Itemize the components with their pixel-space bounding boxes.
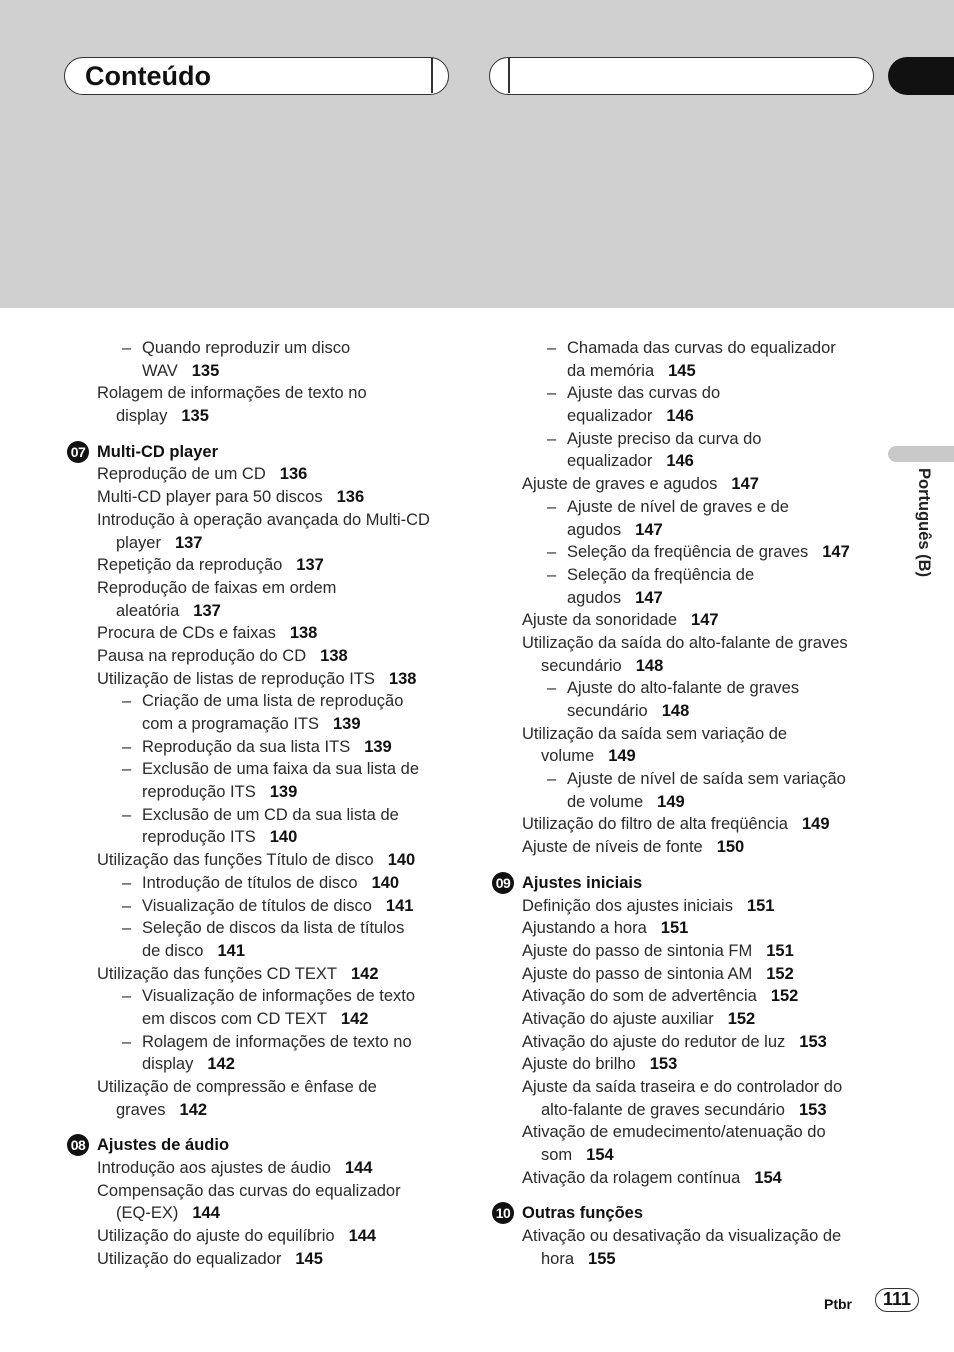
toc-entry — [64, 1225, 464, 1248]
toc-right-column — [489, 337, 889, 1271]
toc-entry — [489, 836, 889, 859]
toc-page-number: 146 — [666, 407, 694, 426]
toc-page-number: 147 — [691, 611, 719, 630]
toc-entry — [64, 668, 464, 691]
dash-marker: – — [122, 896, 132, 915]
toc-entry — [64, 1248, 464, 1271]
toc-entry-text: equalizador — [567, 407, 653, 426]
toc-entry — [489, 1144, 889, 1167]
toc-entry-text: Definição dos ajustes iniciais — [522, 896, 733, 915]
toc-entry-text: Ajuste de nível de saída sem variação — [567, 770, 846, 789]
toc-page-number: 136 — [279, 465, 308, 484]
toc-entry — [64, 532, 464, 555]
toc-page-number: 149 — [657, 792, 685, 811]
toc-entry — [64, 963, 464, 986]
dash-marker: – — [547, 339, 557, 357]
toc-page-number: 135 — [181, 407, 209, 426]
toc-entry-text: som — [541, 1146, 573, 1165]
toc-entry-text: display — [142, 1055, 194, 1074]
dash-marker: – — [547, 770, 557, 789]
toc-page-number: 139 — [364, 737, 392, 756]
toc-entry — [64, 826, 464, 849]
toc-entry-text: Rolagem de informações de texto no — [97, 384, 367, 403]
dash-marker: – — [122, 805, 132, 824]
toc-page-number: 138 — [320, 646, 348, 665]
toc-entry — [64, 645, 464, 668]
toc-page-number: 146 — [666, 452, 694, 471]
toc-entry-text: Compensação das curvas do equalizador — [97, 1181, 401, 1200]
toc-entry-text: Reprodução de um CD — [97, 465, 266, 484]
toc-entry-text: Ativação de emudecimento/atenuação do — [522, 1123, 826, 1142]
toc-entry — [489, 337, 889, 360]
toc-entry-text: em discos com CD TEXT — [142, 1009, 327, 1028]
toc-entry — [64, 337, 464, 360]
section-heading-text: Ajustes de áudio — [97, 1136, 230, 1155]
toc-entry-text: Ajuste do passo de sintonia AM — [522, 964, 753, 983]
toc-entry — [489, 813, 889, 836]
toc-entry — [489, 473, 889, 496]
toc-entry — [489, 405, 889, 428]
dash-marker: – — [122, 987, 132, 1006]
dash-marker: – — [547, 565, 557, 584]
footer-language: Ptbr — [824, 1296, 852, 1312]
toc-page-number: 144 — [348, 1227, 377, 1246]
toc-entry — [489, 360, 889, 383]
page-title: Conteúdo — [85, 61, 211, 91]
toc-page-number: 136 — [336, 488, 365, 507]
toc-entry-text: Ajuste do passo de sintonia FM — [522, 941, 753, 960]
toc-entry — [64, 600, 464, 623]
toc-entry-text: Seleção da freqüência de — [567, 565, 755, 584]
toc-entry — [64, 360, 464, 383]
toc-entry-text: Ativação do ajuste do redutor de luz — [522, 1032, 786, 1051]
header-band — [0, 0, 954, 308]
toc-page-number: 155 — [588, 1249, 616, 1268]
toc-page-number: 142 — [179, 1100, 208, 1119]
toc-page-number: 137 — [296, 556, 324, 575]
dash-marker: – — [122, 760, 132, 779]
toc-entry-text: Ajuste de graves e agudos — [522, 475, 718, 494]
toc-entry-text: Ajuste do brilho — [522, 1055, 636, 1074]
toc-entry — [64, 1157, 464, 1180]
toc-entry — [64, 622, 464, 645]
toc-entry — [489, 564, 889, 587]
toc-entry-text: Multi-CD player para 50 discos — [97, 488, 323, 507]
toc-entry-text: display — [116, 407, 168, 426]
dash-marker: – — [122, 1032, 132, 1051]
toc-entry — [64, 849, 464, 872]
toc-entry — [489, 895, 889, 918]
toc-page-number: 153 — [649, 1055, 678, 1074]
toc-entry-text: Utilização de compressão e ênfase de — [97, 1078, 377, 1096]
toc-entry — [489, 1031, 889, 1054]
section-number-badge: 09 — [492, 872, 514, 894]
dash-marker: – — [122, 339, 132, 357]
toc-entry-text: Ativação ou desativação da visualização de — [522, 1227, 842, 1246]
toc-entry-text: Reprodução de faixas em ordem — [97, 578, 337, 597]
toc-page-number: 147 — [822, 543, 850, 562]
toc-entry — [64, 1008, 464, 1031]
toc-entry-text: da memória — [567, 361, 655, 380]
toc-entry-text: Procura de CDs e faixas — [97, 624, 276, 643]
toc-page-number: 147 — [731, 475, 759, 494]
toc-entry-text: Ajuste da saída traseira e do controlador do — [522, 1078, 843, 1096]
toc-entry-text: Utilização das funções Título de disco — [97, 851, 374, 870]
toc-entry — [489, 1121, 889, 1144]
blank-header-box — [489, 57, 874, 95]
toc-entry — [64, 758, 464, 781]
toc-entry-text: Utilização do filtro de alta freqüência — [522, 815, 788, 834]
dash-marker: – — [122, 737, 132, 756]
toc-entry — [64, 895, 464, 918]
toc-entry-text: Ativação da rolagem contínua — [522, 1168, 741, 1187]
toc-page-number: 144 — [344, 1159, 373, 1178]
toc-entry-text: Repetição da reprodução — [97, 556, 283, 575]
toc-entry — [489, 1053, 889, 1076]
toc-entry-text: player — [116, 533, 161, 552]
toc-entry — [489, 745, 889, 768]
toc-page-number: 142 — [207, 1055, 235, 1074]
toc-entry-text: Visualização de títulos de disco — [142, 896, 372, 915]
toc-entry-text: agudos — [567, 588, 622, 607]
toc-entry — [64, 382, 464, 405]
toc-page-number: 142 — [340, 1009, 369, 1028]
toc-entry — [489, 496, 889, 519]
toc-entry-text: Ativação do som de advertência — [522, 987, 757, 1006]
toc-entry — [64, 690, 464, 713]
toc-entry-text: Quando reproduzir um disco — [142, 339, 351, 357]
dash-marker: – — [122, 692, 132, 711]
toc-entry — [64, 405, 464, 428]
toc-page-number: 149 — [608, 747, 636, 766]
toc-page-number: 153 — [799, 1032, 827, 1051]
section-number-badge: 10 — [492, 1202, 514, 1224]
toc-entry-text: reprodução ITS — [142, 783, 256, 802]
section-heading-text: Ajustes iniciais — [522, 873, 643, 892]
section-heading — [489, 872, 889, 895]
toc-entry — [489, 1248, 889, 1271]
toc-page-number: 142 — [350, 964, 379, 983]
toc-entry-text: Utilização do equalizador — [97, 1249, 282, 1268]
toc-page-number: 148 — [661, 702, 690, 720]
toc-entry — [489, 450, 889, 473]
toc-entry — [489, 1167, 889, 1190]
toc-page-number: 147 — [635, 520, 663, 539]
toc-entry-text: Ajuste do alto-falante de graves — [567, 679, 800, 698]
dash-marker: – — [547, 679, 557, 698]
toc-entry-text: aleatória — [116, 601, 180, 620]
toc-entry — [64, 463, 464, 486]
toc-entry-text: equalizador — [567, 452, 653, 471]
toc-entry — [64, 1099, 464, 1122]
toc-page-number: 150 — [716, 838, 745, 857]
toc-entry-text: Pausa na reprodução do CD — [97, 646, 307, 665]
toc-entry-text: WAV — [142, 361, 178, 380]
toc-entry-text: alto-falante de graves secundário — [541, 1100, 785, 1119]
toc-entry — [64, 781, 464, 804]
toc-entry — [64, 804, 464, 827]
toc-page-number: 147 — [635, 588, 663, 607]
toc-page-number: 140 — [387, 851, 416, 870]
section-heading-text: Outras funções — [522, 1204, 644, 1223]
toc-entry-text: Utilização da saída sem variação de — [522, 724, 788, 743]
toc-entry-text: Visualização de informações de texto — [142, 987, 416, 1006]
toc-entry — [489, 587, 889, 610]
toc-page-number: 151 — [746, 896, 775, 915]
toc-entry — [489, 963, 889, 986]
toc-entry — [64, 1053, 464, 1076]
toc-entry — [489, 632, 889, 655]
toc-entry — [489, 1076, 889, 1099]
toc-entry-text: Introdução de títulos de disco — [142, 873, 358, 892]
toc-page-number: 144 — [192, 1204, 220, 1223]
toc-page-number: 140 — [269, 828, 298, 847]
toc-entry — [64, 554, 464, 577]
toc-entry — [489, 985, 889, 1008]
toc-page-number: 148 — [635, 656, 664, 675]
toc-entry-text: secundário — [567, 702, 648, 720]
toc-entry-text: Ativação do ajuste auxiliar — [522, 1009, 714, 1028]
toc-page-number: 137 — [174, 533, 203, 552]
toc-entry — [489, 677, 889, 700]
toc-entry — [489, 768, 889, 791]
dash-marker: – — [122, 873, 132, 892]
toc-entry-text: Introdução aos ajustes de áudio — [97, 1159, 331, 1178]
toc-left-column — [64, 337, 464, 1271]
toc-page-number: 137 — [193, 601, 221, 620]
toc-entry-text: reprodução ITS — [142, 828, 256, 847]
toc-entry — [489, 1008, 889, 1031]
toc-entry — [489, 428, 889, 451]
toc-entry-text: Exclusão de um CD da sua lista de — [142, 805, 399, 824]
toc-entry-text: Utilização de listas de reprodução ITS — [97, 669, 375, 688]
toc-page-number: 153 — [799, 1100, 827, 1119]
toc-entry-text: Ajustando a hora — [522, 919, 647, 938]
toc-page-number: 135 — [191, 361, 220, 380]
toc-entry-text: hora — [541, 1249, 575, 1268]
toc-entry — [64, 509, 464, 532]
toc-entry-text: Criação de uma lista de reprodução — [142, 692, 404, 711]
toc-entry-text: Utilização das funções CD TEXT — [97, 964, 337, 983]
toc-entry — [64, 736, 464, 759]
language-label-wrap — [913, 468, 933, 598]
toc-entry — [489, 723, 889, 746]
toc-entry-text: Ajuste das curvas do — [567, 384, 721, 403]
toc-entry-text: Ajuste de níveis de fonte — [522, 838, 703, 857]
toc-page-number: 139 — [333, 715, 361, 733]
toc-page-number: 154 — [754, 1168, 782, 1187]
toc-page-number: 140 — [371, 873, 400, 892]
toc-entry-text: Utilização da saída do alto-falante de graves — [522, 633, 848, 652]
section-number-badge: 08 — [67, 1134, 89, 1156]
toc-entry — [64, 917, 464, 940]
title-box — [64, 57, 449, 95]
toc-entry — [489, 519, 889, 542]
toc-entry — [64, 1202, 464, 1225]
toc-page-number: 152 — [770, 987, 799, 1006]
toc-entry-text: Seleção da freqüência de graves — [567, 543, 809, 562]
toc-page-number: 152 — [727, 1009, 756, 1028]
toc-entry — [64, 940, 464, 963]
toc-page-number: 141 — [217, 941, 245, 960]
toc-entry — [489, 1099, 889, 1122]
toc-entry — [489, 700, 889, 723]
section-heading — [64, 1134, 464, 1157]
toc-page-number: 154 — [586, 1146, 614, 1165]
toc-page-number: 138 — [388, 669, 417, 688]
toc-entry-text: Ajuste de nível de graves e de — [567, 497, 789, 516]
toc-entry-text: Ajuste da sonoridade — [522, 611, 678, 630]
dash-marker: – — [547, 429, 557, 448]
toc-page-number: 145 — [668, 361, 696, 380]
toc-page-number: 138 — [289, 624, 318, 643]
toc-entry-text: Exclusão de uma faixa da sua lista de — [142, 760, 419, 779]
dash-marker: – — [122, 919, 132, 938]
toc-entry-text: (EQ-EX) — [116, 1204, 179, 1223]
toc-entry — [64, 985, 464, 1008]
toc-entry-text: Seleção de discos da lista de títulos — [142, 919, 405, 938]
toc-entry-text: Introdução à operação avançada do Multi-CD — [97, 510, 430, 529]
toc-entry — [64, 872, 464, 895]
section-heading — [64, 441, 464, 464]
toc-entry — [489, 382, 889, 405]
dash-marker: – — [547, 384, 557, 403]
toc-entry-text: Chamada das curvas do equalizador — [567, 339, 836, 357]
section-heading-text: Multi-CD player — [97, 442, 219, 461]
toc-entry — [64, 486, 464, 509]
toc-entry — [489, 917, 889, 940]
language-tab — [888, 446, 954, 462]
toc-page-number: 149 — [801, 815, 830, 834]
toc-entry-text: Utilização do ajuste do equilíbrio — [97, 1227, 335, 1246]
toc-entry-text: Reprodução da sua lista ITS — [142, 737, 351, 756]
section-number-badge: 07 — [67, 441, 89, 463]
section-heading — [489, 1202, 889, 1225]
toc-entry — [489, 791, 889, 814]
toc-entry — [64, 1076, 464, 1099]
toc-entry-text: Ajuste preciso da curva do — [567, 429, 762, 448]
toc-entry — [489, 609, 889, 632]
section-tab — [888, 57, 954, 95]
toc-page-number: 145 — [295, 1249, 323, 1268]
toc-entry-text: de disco — [142, 941, 204, 960]
dash-marker: – — [547, 497, 557, 516]
toc-entry-text: secundário — [541, 656, 622, 675]
toc-entry — [64, 1031, 464, 1054]
toc-entry — [64, 577, 464, 600]
toc-page-number: 151 — [766, 941, 794, 960]
toc-entry-text: volume — [541, 747, 595, 766]
toc-page-number: 141 — [385, 896, 414, 915]
dash-marker: – — [547, 543, 557, 562]
toc-page-number: 139 — [269, 783, 298, 802]
toc-entry — [64, 713, 464, 736]
toc-entry-text: de volume — [567, 792, 644, 811]
page-number: 111 — [875, 1288, 919, 1312]
toc-entry — [489, 655, 889, 678]
toc-page-number: 152 — [766, 964, 794, 983]
toc-entry — [489, 1225, 889, 1248]
toc-entry — [64, 1180, 464, 1203]
toc-entry-text: graves — [116, 1100, 166, 1119]
blank-box-divider — [508, 58, 510, 93]
toc-entry-text: agudos — [567, 520, 622, 539]
language-label: Português (B) — [915, 468, 933, 578]
toc-entry-text: Rolagem de informações de texto no — [142, 1032, 412, 1051]
toc-entry — [489, 940, 889, 963]
toc-entry-text: com a programação ITS — [142, 715, 319, 733]
toc-entry — [489, 541, 889, 564]
title-divider — [431, 58, 433, 93]
toc-page-number: 151 — [660, 919, 689, 938]
